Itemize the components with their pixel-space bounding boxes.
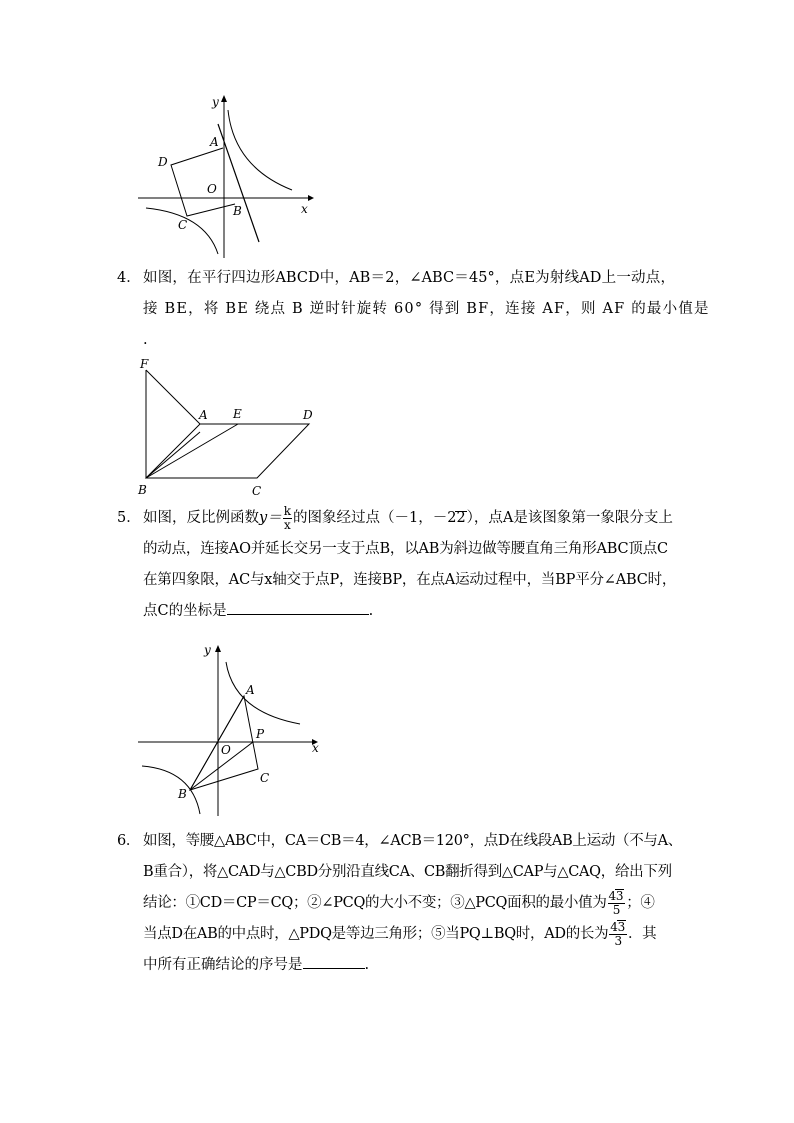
problem-6-line-2: B重合），将△CAD与△CBD分别沿直线CA、CB翻折得到△CAP与△CAQ，给出下列 bbox=[143, 864, 672, 880]
problem-5 bbox=[119, 503, 675, 627]
label-C: C bbox=[252, 484, 262, 498]
label-A: A bbox=[210, 135, 219, 149]
problem-6-line-4: 当点D在AB的中点时，△PDQ是等边三角形；⑤当PQ⊥BQ时，AD的长为 $\frac{43}{3}$ ．其 bbox=[143, 920, 657, 948]
label-A: A bbox=[246, 683, 255, 697]
label-y: y bbox=[204, 643, 211, 657]
fraction-k-over-x: $\frac{k}{x}$ bbox=[283, 503, 291, 532]
label-C: C bbox=[178, 218, 188, 232]
label-B: B bbox=[233, 204, 242, 218]
label-B: B bbox=[178, 787, 187, 801]
label-x: x bbox=[312, 741, 319, 755]
label-P: P bbox=[256, 727, 265, 741]
figure-problem3 bbox=[130, 92, 320, 262]
label-C: C bbox=[260, 771, 270, 785]
problem-5-line-1: 5． 如图，反比例函数y＝ $\frac{k}{x}$ 的图象经过点（－1，－22），点A是该图象第一象限分支上 bbox=[119, 503, 675, 534]
problem-5-line-4: 点C的坐标是 . bbox=[119, 596, 675, 627]
label-B: B bbox=[138, 483, 147, 497]
sqrt-2: 2 bbox=[456, 510, 466, 526]
problem-4-line-2: 接 BE，将 BE 绕点 B 逆时针旋转 60° 得到 BF，连接 AF，则 AF 的最小值是 bbox=[143, 301, 710, 317]
answer-blank-5[interactable] bbox=[227, 600, 369, 615]
problem-6-line-3: 结论：①CD＝CP＝CQ；②∠PCQ的大小不变；③△PCQ面积的最小值为 $\frac{43}{5}$ ；④ bbox=[143, 889, 655, 917]
problem-4 bbox=[117, 263, 710, 356]
figure-problem5 bbox=[134, 642, 326, 818]
answer-blank-6[interactable] bbox=[303, 954, 365, 969]
label-x: x bbox=[301, 202, 308, 216]
label-E: E bbox=[233, 407, 242, 421]
label-F: F bbox=[140, 357, 149, 371]
label-y: y bbox=[212, 95, 219, 109]
problem-4-line-1: 4． 如图，在平行四边形ABCD中，AB＝2，∠ABC＝45°，点E为射线AD上一动点， bbox=[119, 263, 675, 294]
problem-6-line-1: 6． 如图，等腰△ABC中，CA＝CB＝4，∠ACB＝120°，点D在线段AB上运动（不与A、 bbox=[119, 826, 675, 857]
problem-6-line-5: 中所有正确结论的序号是 . bbox=[119, 950, 675, 981]
problem-5-number: 5． bbox=[117, 510, 141, 526]
problem-4-number: 4． bbox=[117, 270, 141, 286]
problem-6-number: 6． bbox=[117, 833, 141, 849]
problem-4-line-3: . bbox=[143, 332, 148, 348]
problem-5-line-3: 在第四象限，AC与x轴交于点P，连接BP，在点A运动过程中，当BP平分∠ABC时， bbox=[143, 572, 677, 588]
label-O: O bbox=[221, 743, 231, 757]
problem-5-line-2: 的动点，连接AO并延长交另一支于点B，以AB为斜边做等腰直角三角形ABC顶点C bbox=[143, 541, 668, 557]
label-O: O bbox=[207, 182, 217, 196]
fraction-4sqrt3-over-5: $\frac{43}{5}$ bbox=[608, 889, 624, 917]
label-D: D bbox=[158, 155, 168, 169]
fraction-4sqrt3-over-3: $\frac{43}{3}$ bbox=[610, 920, 625, 948]
label-D: D bbox=[303, 408, 313, 422]
problem-6 bbox=[117, 826, 683, 981]
figure-problem4 bbox=[132, 352, 322, 502]
label-A: A bbox=[199, 408, 208, 422]
